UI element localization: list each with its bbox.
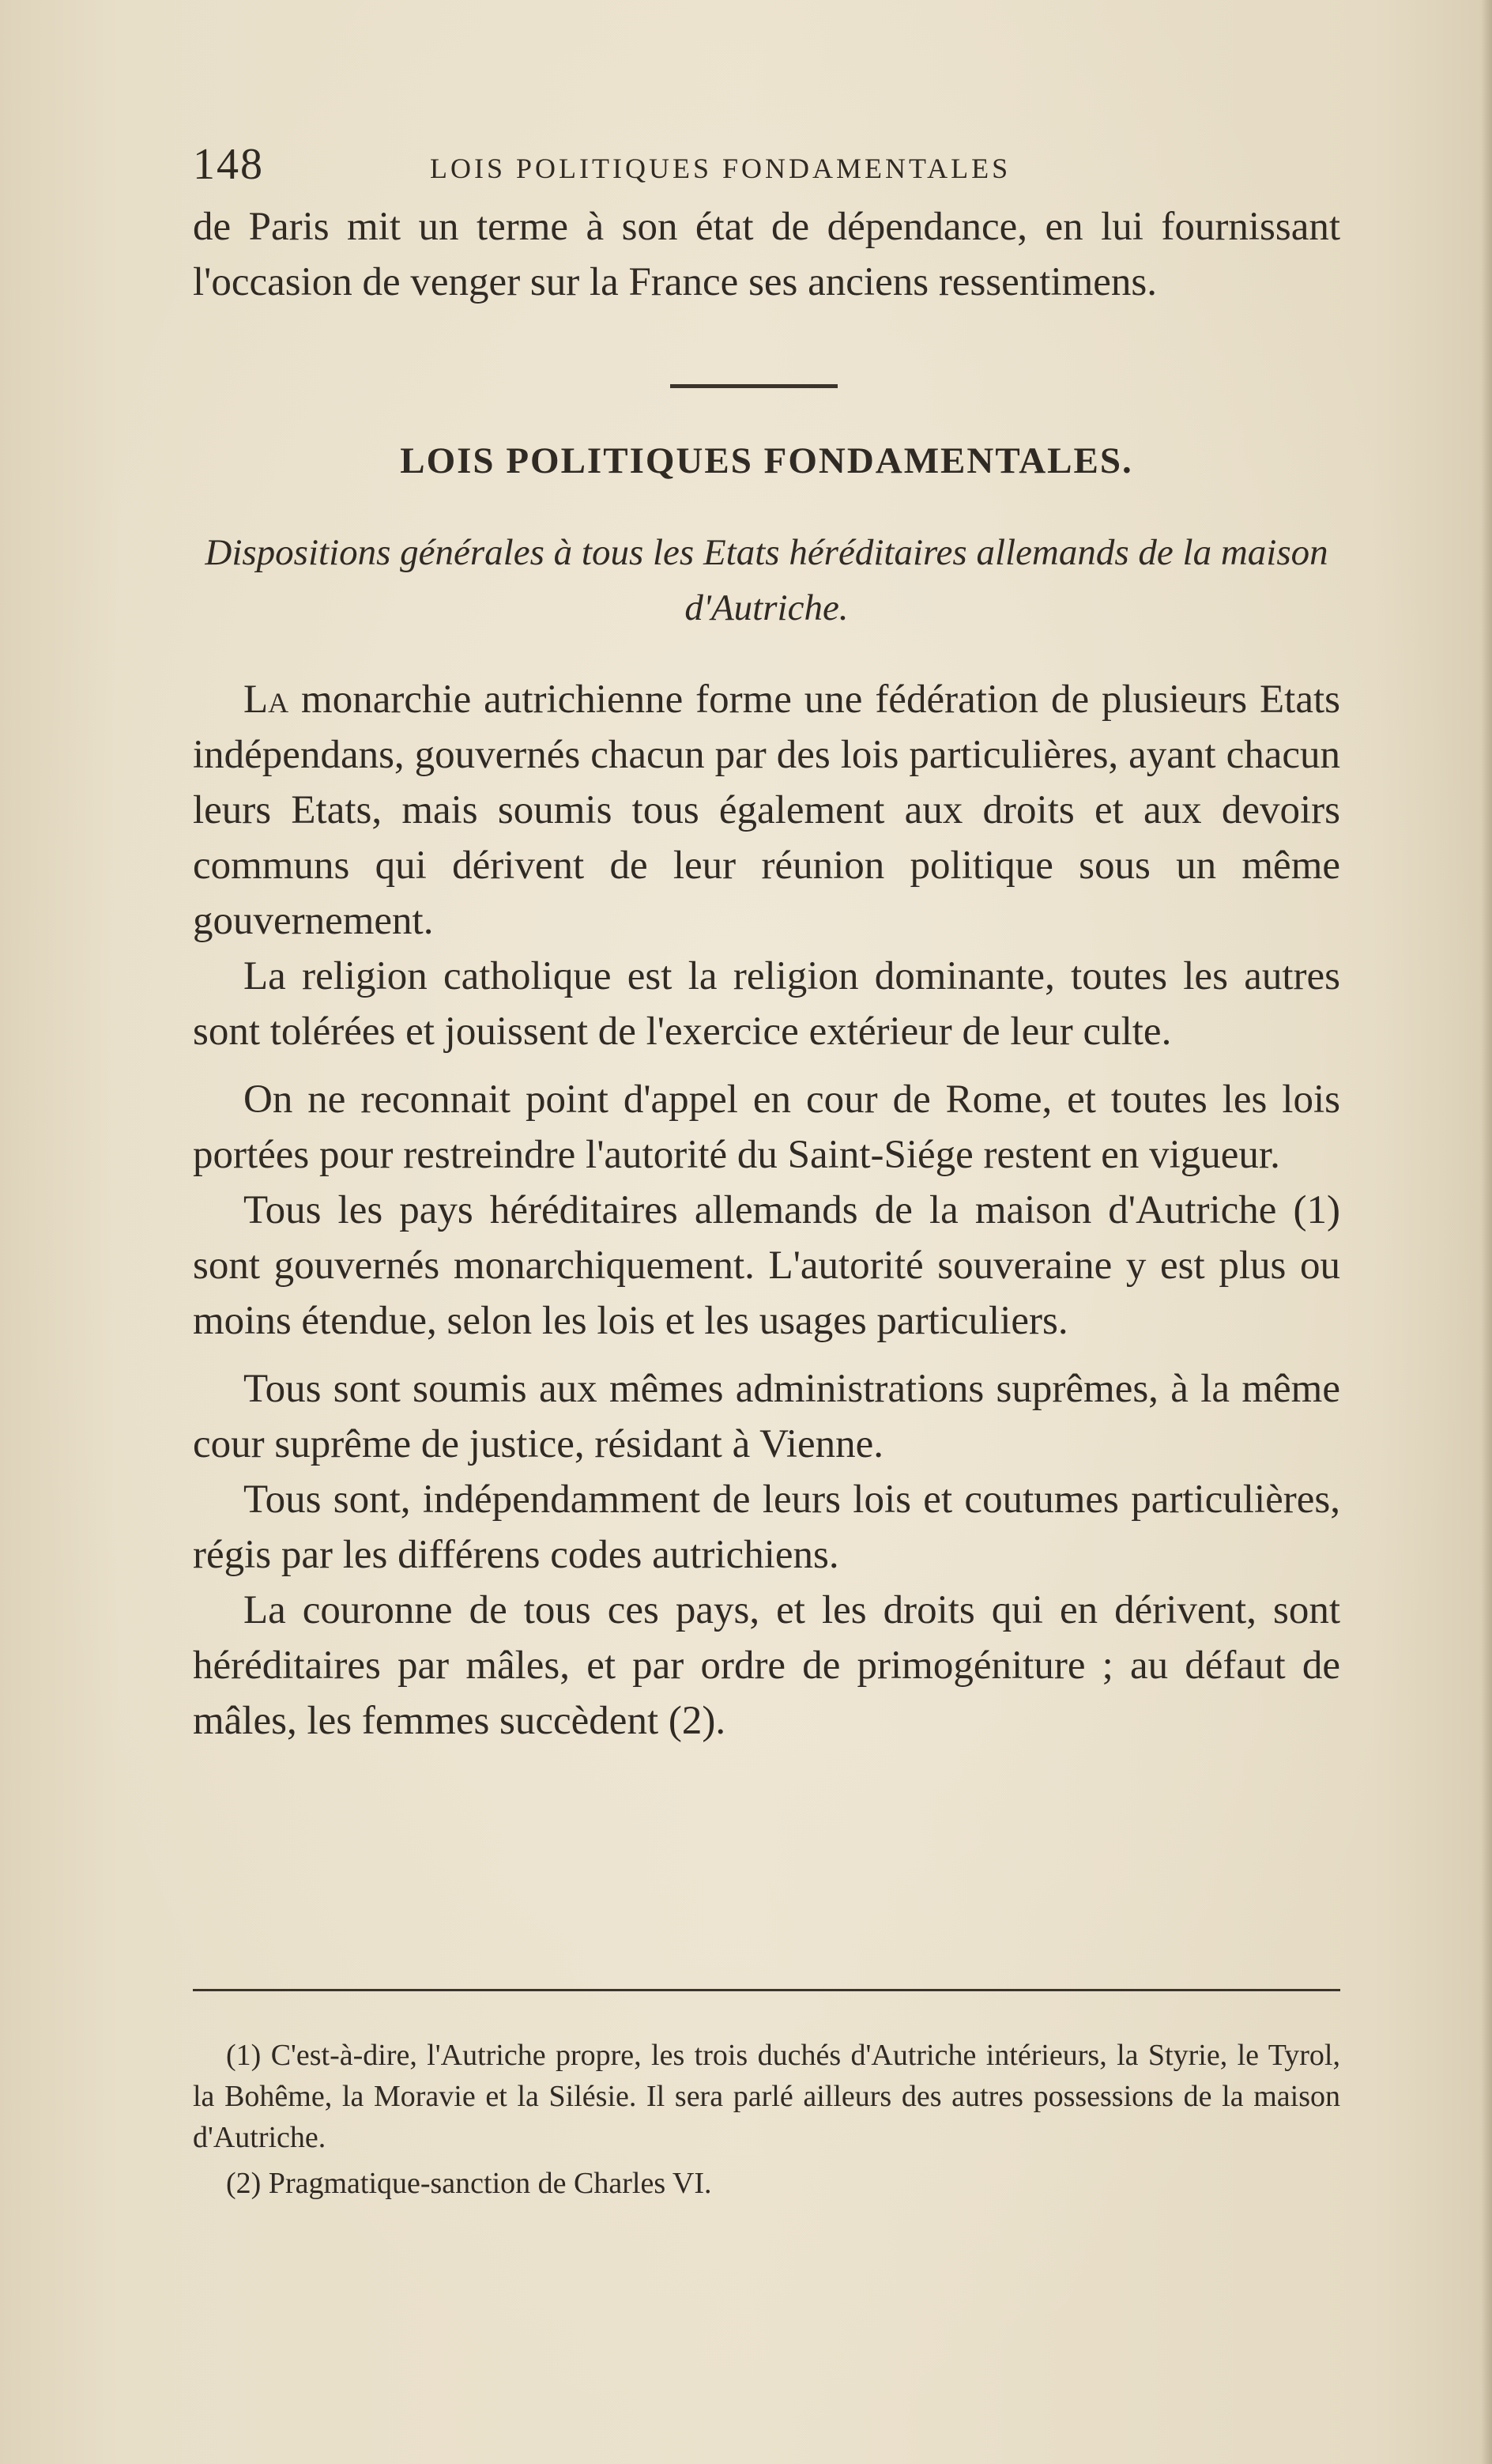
- running-title: LOIS POLITIQUES FONDAMENTALES: [430, 153, 1012, 184]
- paragraph-6: Tous sont, indépendamment de leurs lois et coutumes particulières, régis par les différens codes autrichiens.: [193, 1477, 1340, 1577]
- footnotes: [193, 2035, 1340, 2204]
- page-edge-shadow: [1481, 0, 1492, 2464]
- footnote-rule: [193, 1989, 1340, 1991]
- footnote-1: (1) C'est-à-dire, l'Autriche propre, les trois duchés d'Autriche intérieurs, la Styrie, le Tyrol, la Bohême, la Moravie et la Silésie. Il sera parlé ailleurs des autres possessions de la maison d'Autriche.: [193, 2039, 1340, 2154]
- paragraph-7: La couronne de tous ces pays, et les droits qui en dérivent, sont héréditaires par mâles, et par ordre de primogéniture ; au défaut de mâles, les femmes succèdent (2).: [193, 1588, 1340, 1743]
- footnote-2: (2) Pragmatique-sanction de Charles VI.: [226, 2167, 712, 2200]
- paragraph-1-opening-word: La: [243, 677, 289, 722]
- section-title: LOIS POLITIQUES FONDAMENTALES.: [400, 440, 1133, 481]
- main-text: [193, 672, 1340, 1749]
- paragraph-5: Tous sont soumis aux mêmes administrations suprêmes, à la même cour suprême de justice, résidant à Vienne.: [193, 1367, 1340, 1466]
- paragraph-3: On ne reconnait point d'appel en cour de Rome, et toutes les lois portées pour restreindre l'autorité du Saint-Siége restent en vigueur.: [193, 1077, 1340, 1177]
- paragraph-4: Tous les pays héréditaires allemands de la maison d'Autriche (1) sont gouvernés monarchiquement. L'autorité souveraine y est plus ou moins étendue, selon les lois et les usages particuliers.: [193, 1188, 1340, 1343]
- paragraph-1-text: monarchie autrichienne forme une fédération de plusieurs Etats indépendans, gouvernés chacun par des lois particulières, ayant chacun leurs Etats, mais soumis tous également aux droits et aux devoirs communs qui dérivent de leur réunion politique sous un même gouvernement.: [193, 677, 1340, 943]
- continued-paragraph-block: [193, 199, 1340, 310]
- section-divider-rule: [670, 384, 838, 388]
- paragraph-2: La religion catholique est la religion dominante, toutes les autres sont tolérées et jouissent de l'exercice extérieur de leur culte.: [193, 954, 1340, 1054]
- running-head: [193, 139, 1340, 194]
- continued-paragraph: de Paris mit un terme à son état de dépendance, en lui fournissant l'occasion de venger sur la France ses anciens ressentimens.: [193, 205, 1340, 304]
- paragraph-1: [193, 672, 1340, 949]
- section-subtitle: Dispositions générales à tous les Etats héréditaires allemands de la maison d'Autriche.: [205, 532, 1328, 628]
- page-number: 148: [193, 140, 264, 189]
